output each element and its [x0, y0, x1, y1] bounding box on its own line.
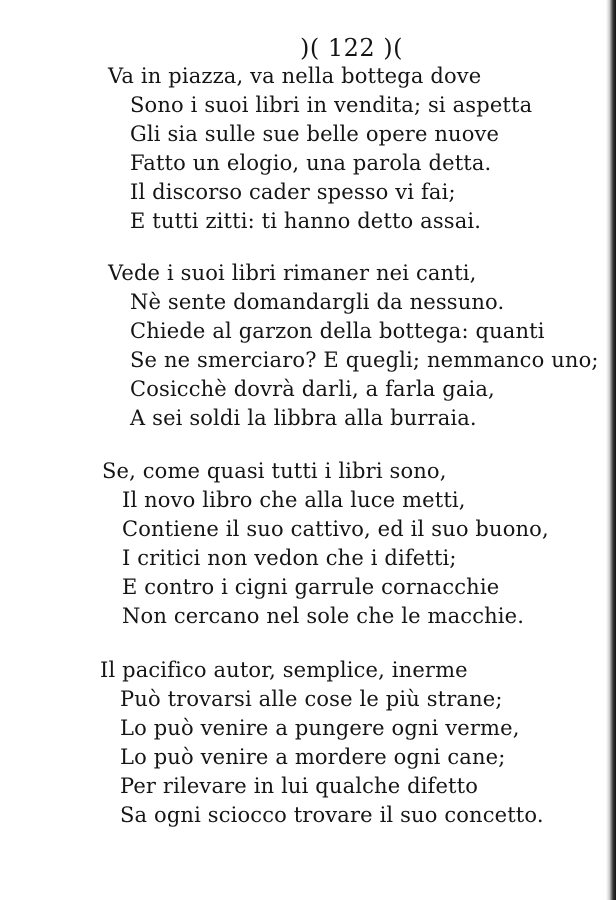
page-number: )( 122 )(	[300, 34, 404, 62]
poem-line: Nè sente domandargli da nessuno.	[130, 290, 505, 314]
poem-line: Fatto un elogio, una parola detta.	[130, 151, 492, 175]
poem-line: Chiede al garzon della bottega: quanti	[130, 319, 545, 343]
poem-line: Contiene il suo cattivo, ed il suo buono,	[122, 517, 549, 541]
poem-line: Può trovarsi alle cose le più strane;	[120, 687, 503, 711]
poem-line: Il discorso cader spesso vi fai;	[130, 180, 456, 204]
poem-line: Se, come quasi tutti i libri sono,	[102, 459, 447, 483]
poem-line: Non cercano nel sole che le macchie.	[122, 604, 525, 628]
poem-line: Sono i suoi libri in vendita; si aspetta	[130, 93, 533, 117]
poem-line: Lo può venire a mordere ogni cane;	[120, 745, 506, 769]
poem-line: Se ne smerciaro? E quegli; nemmanco uno;	[130, 348, 599, 372]
poem-line: Va in piazza, va nella bottega dove	[108, 64, 482, 88]
poem-line: Il pacifico autor, semplice, inerme	[100, 658, 468, 682]
poem-line: E contro i cigni garrule cornacchie	[122, 575, 500, 599]
poem-line: Gli sia sulle sue belle opere nuove	[130, 122, 500, 146]
poem-line: I critici non vedon che i difetti;	[122, 546, 457, 570]
poem-line: Vede i suoi libri rimaner nei canti,	[108, 261, 477, 285]
page-edge-shadow	[606, 0, 616, 900]
poem-line: E tutti zitti: ti hanno detto assai.	[130, 209, 482, 233]
poem-line: Il novo libro che alla luce metti,	[122, 488, 466, 512]
poem-line: Cosicchè dovrà darli, a farla gaia,	[130, 377, 495, 401]
poem-line: A sei soldi la libbra alla burraia.	[130, 406, 477, 430]
poem-line: Sa ogni sciocco trovare il suo concetto.	[120, 803, 544, 827]
poem-line: Lo può venire a pungere ogni verme,	[120, 716, 520, 740]
poem-line: Per rilevare in lui qualche difetto	[120, 774, 479, 798]
